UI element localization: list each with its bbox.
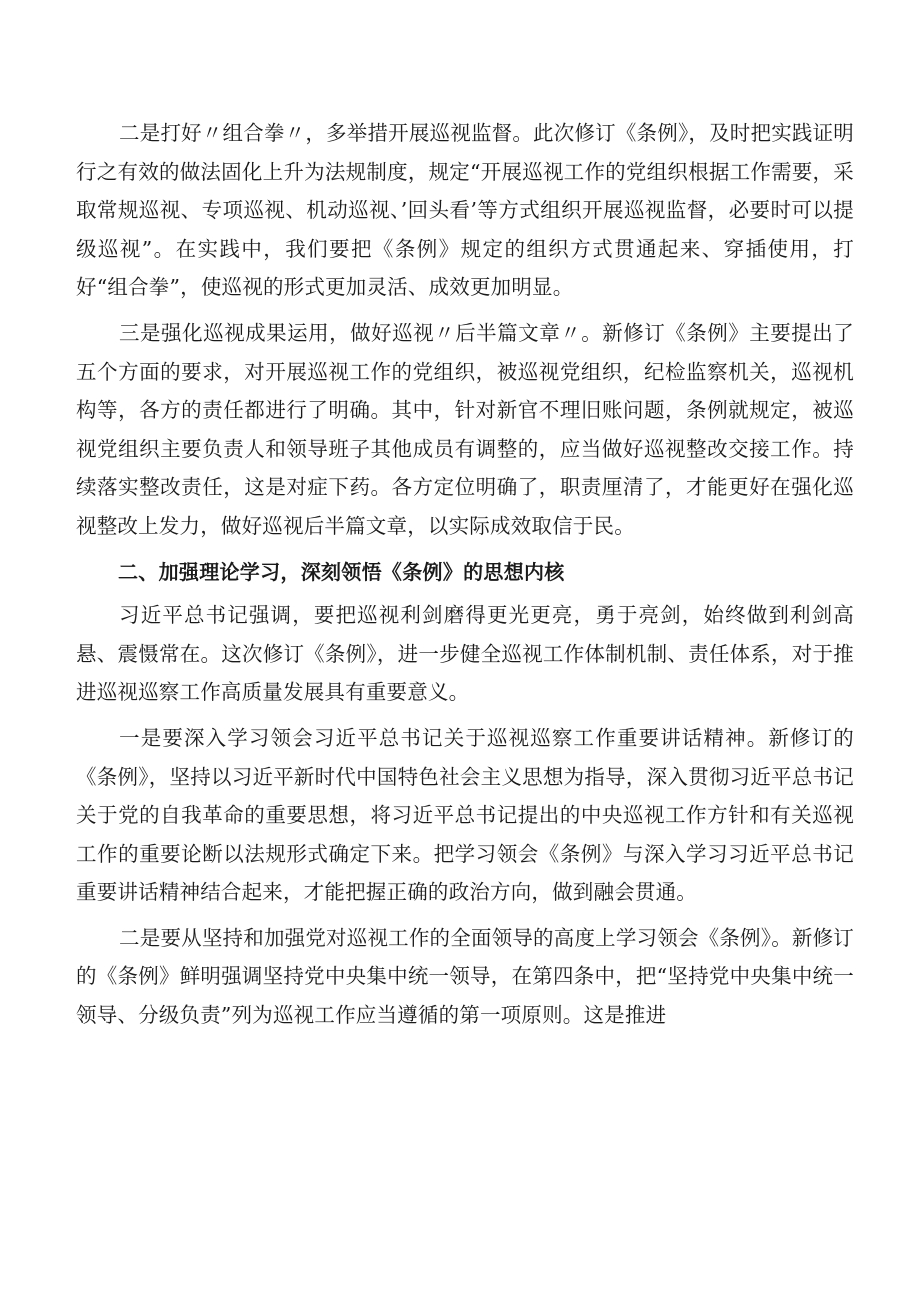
document-body [76,114,854,1042]
paragraph-combination-punch: 二是打好〃组合拳〃，多举措开展巡视监督。此次修订《条例》，及时把实践证明行之有效的做法固化上升为法规制度，规定“开展巡视工作的党组织根据工作需要，采取常规巡视、专项巡视、机动巡视、’回头看’等方式组织开展巡视监督，必要时可以提级巡视”。在实践中，我们要把《条例》规定的组织方式贯通起来、穿插使用，打好“组合拳”，使巡视的形式更加灵活、成效更加明显。 [76,121,854,300]
paragraph-party-leadership: 二是要从坚持和加强党对巡视工作的全面领导的高度上学习领会《条例》。新修订的《条例》鲜明强调坚持党中央集中统一领导，在第四条中，把“坚持党中央集中统一领导、分级负责”列为巡视工作应当遵循的第一项原则。这是推进 [76,925,854,1028]
paragraph-study-speech: 一是要深入学习领会习近平总书记关于巡视巡察工作重要讲话精神。新修订的《条例》，坚持以习近平新时代中国特色社会主义思想为指导，深入贯彻习近平总书记关于党的自我革命的重要思想，将习近平总书记提出的中央巡视工作方针和有关巡视工作的重要论断以法规形式确定下来。把学习领会《条例》与深入学习习近平总书记重要讲话精神结合起来，才能把握正确的政治方向，做到融会贯通。 [76,725,854,905]
section-heading: 二、加强理论学习，深刻领悟《条例》的思想内核 [118,559,565,584]
paragraph-xi-emphasis: 习近平总书记强调，要把巡视利剑磨得更光更亮，勇于亮剑，始终做到利剑高悬、震慑常在。这次修订《条例》，进一步健全巡视工作体制机制、责任体系，对于推进巡视巡察工作高质量发展具有重要意义。 [76,603,854,705]
paragraph-inspection-results: 三是强化巡视成果运用，做好巡视〃后半篇文章〃。新修订《条例》主要提出了五个方面的要求，对开展巡视工作的党组织，被巡视党组织，纪检监察机关，巡视机构等，各方的责任都进行了明确。其中，针对新官不理旧账问题，条例就规定，被巡视党组织主要负责人和领导班子其他成员有调整的，应当做好巡视整改交接工作。持续落实整改责任，这是对症下药。各方定位明确了，职责厘清了，才能更好在强化巡视整改上发力，做好巡视后半篇文章，以实际成效取信于民。 [76,320,854,538]
